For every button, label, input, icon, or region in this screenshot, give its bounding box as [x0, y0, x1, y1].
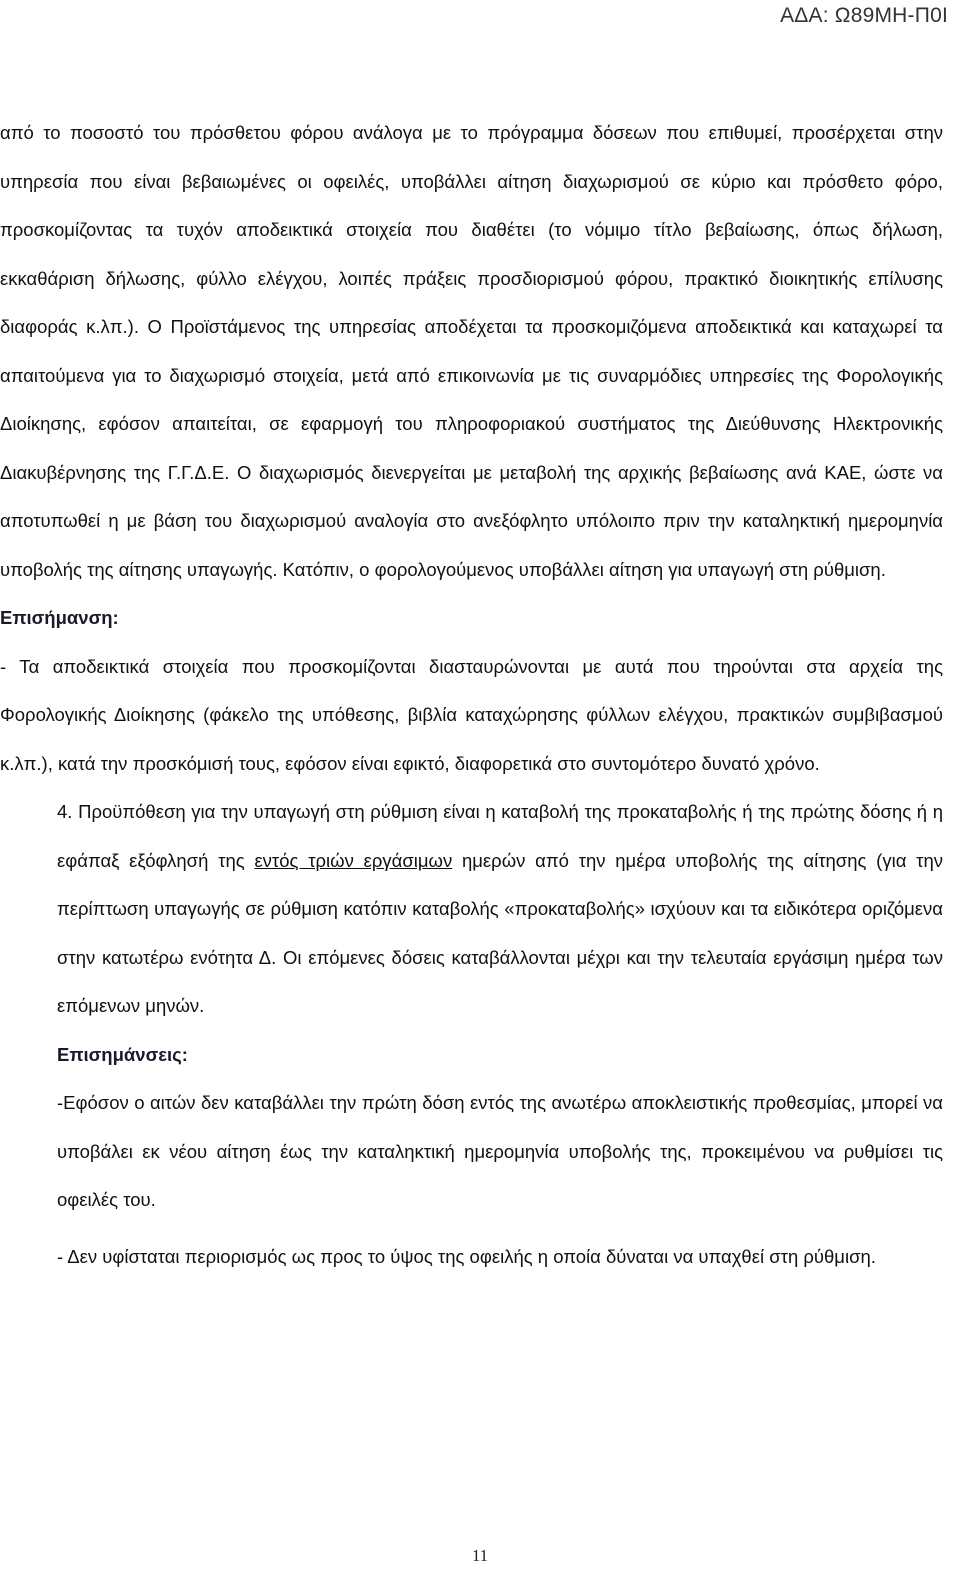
note-1-text: - Τα αποδεικτικά στοιχεία που προσκομίζονται διασταυρώνονται με αυτά που τηρούνται στα αρχεία της Φορολογικής Διοίκησης (φάκελο της υπόθεσης, βιβλία καταχώρησης φύλλων ελέγχου, πρακτικών συμβιβασμού κ.λπ.), κατά την προσκόμισή τους, εφόσον είναι εφικτό, διαφορετικά στο συντομότερο δυνατό χρόνο. [0, 655, 943, 774]
item-4-underlined: εντός τριών εργάσιμων [254, 849, 453, 871]
ada-code: ΑΔΑ: Ω89ΜΗ-Π0Ι [780, 4, 948, 27]
item-4 [0, 788, 943, 1031]
item-4-text-before: Προϋπόθεση για την υπαγωγή στη ρύθμιση είναι η καταβολή της προκαταβολής ή της πρώτης δόσης ή η εφάπαξ εξόφλησή της [57, 801, 944, 871]
paragraph-1: από το ποσοστό του πρόσθετου φόρου ανάλογα με το πρόγραμμα δόσεων που επιθυμεί, προσέρχεται στην υπηρεσία που είναι βεβαιωμένες οι οφειλές, υποβάλλει αίτηση διαχωρισμού σε κύριο και πρόσθετο φόρο, προσκομίζοντας τα τυχόν αποδεικτικά στοιχεία που διαθέτει (το νόμιμο τίτλο βεβαίωσης, όπως δήλωση, εκκαθάριση δήλωσης, φύλλο ελέγχου, λοιπές πράξεις προσδιορισμού φόρου, πρακτικό διοικητικής επίλυσης διαφοράς κ.λπ.). Ο Προϊστάμενος της υπηρεσίας αποδέχεται τα προσκομιζόμενα αποδεικτικά και καταχωρεί τα απαιτούμενα για το διαχωρισμό στοιχεία, μετά από επικοινωνία με τις συναρμόδιες υπηρεσίες της Φορολογικής Διοίκησης, εφόσον απαιτείται, σε εφαρμογή του πληροφοριακού συστήματος της Διεύθυνσης Ηλεκτρονικής Διακυβέρνησης της Γ.Γ.Δ.Ε. Ο διαχωρισμός διενεργείται με μεταβολή της αρχικής βεβαίωσης ανά ΚΑΕ, ώστε να αποτυπωθεί η με βάση του διαχωρισμού αναλογία στο ανεξόφλητο υπόλοιπο πριν την καταληκτική ημερομηνία υποβολής της αίτησης υπαγωγής. Κατόπιν, ο φορολογούμενος υποβάλλει αίτηση για υπαγωγή στη ρύθμιση. [0, 122, 943, 580]
note-2-item-1: -Εφόσον ο αιτών δεν καταβάλλει την πρώτη δόση εντός της ανωτέρω αποκλειστικής προθεσμίας, μπορεί να υποβάλει εκ νέου αίτηση έως την καταληκτική ημερομηνία υποβολής της, προκειμένου να ρυθμίσει τις οφειλές του. [57, 1092, 943, 1210]
note-1-heading: Επισήμανση: [0, 607, 119, 628]
note-2-item-2: - Δεν υφίσταται περιορισμός ως προς το ύψος της οφειλής η οποία δύναται να υπαχθεί στη ρύθμιση. [57, 1245, 876, 1267]
item-4-text-after: ημερών από την ημέρα υποβολής της αίτησης (για την περίπτωση υπαγωγής σε ρύθμιση κατόπιν καταβολής «προκαταβολής» ισχύουν και τα ειδικότερα οριζόμενα στην κατωτέρω ενότητα Δ. Οι επόμενες δόσεις καταβάλλονται μέχρι και την τελευταία εργάσιμη ημέρα των επόμενων μηνών. [57, 849, 943, 1016]
page-number: 11 [471, 1546, 489, 1565]
document-body [0, 109, 943, 1281]
item-4-number: 4. [57, 801, 73, 822]
note-2-heading: Επισημάνσεις: [57, 1043, 188, 1065]
